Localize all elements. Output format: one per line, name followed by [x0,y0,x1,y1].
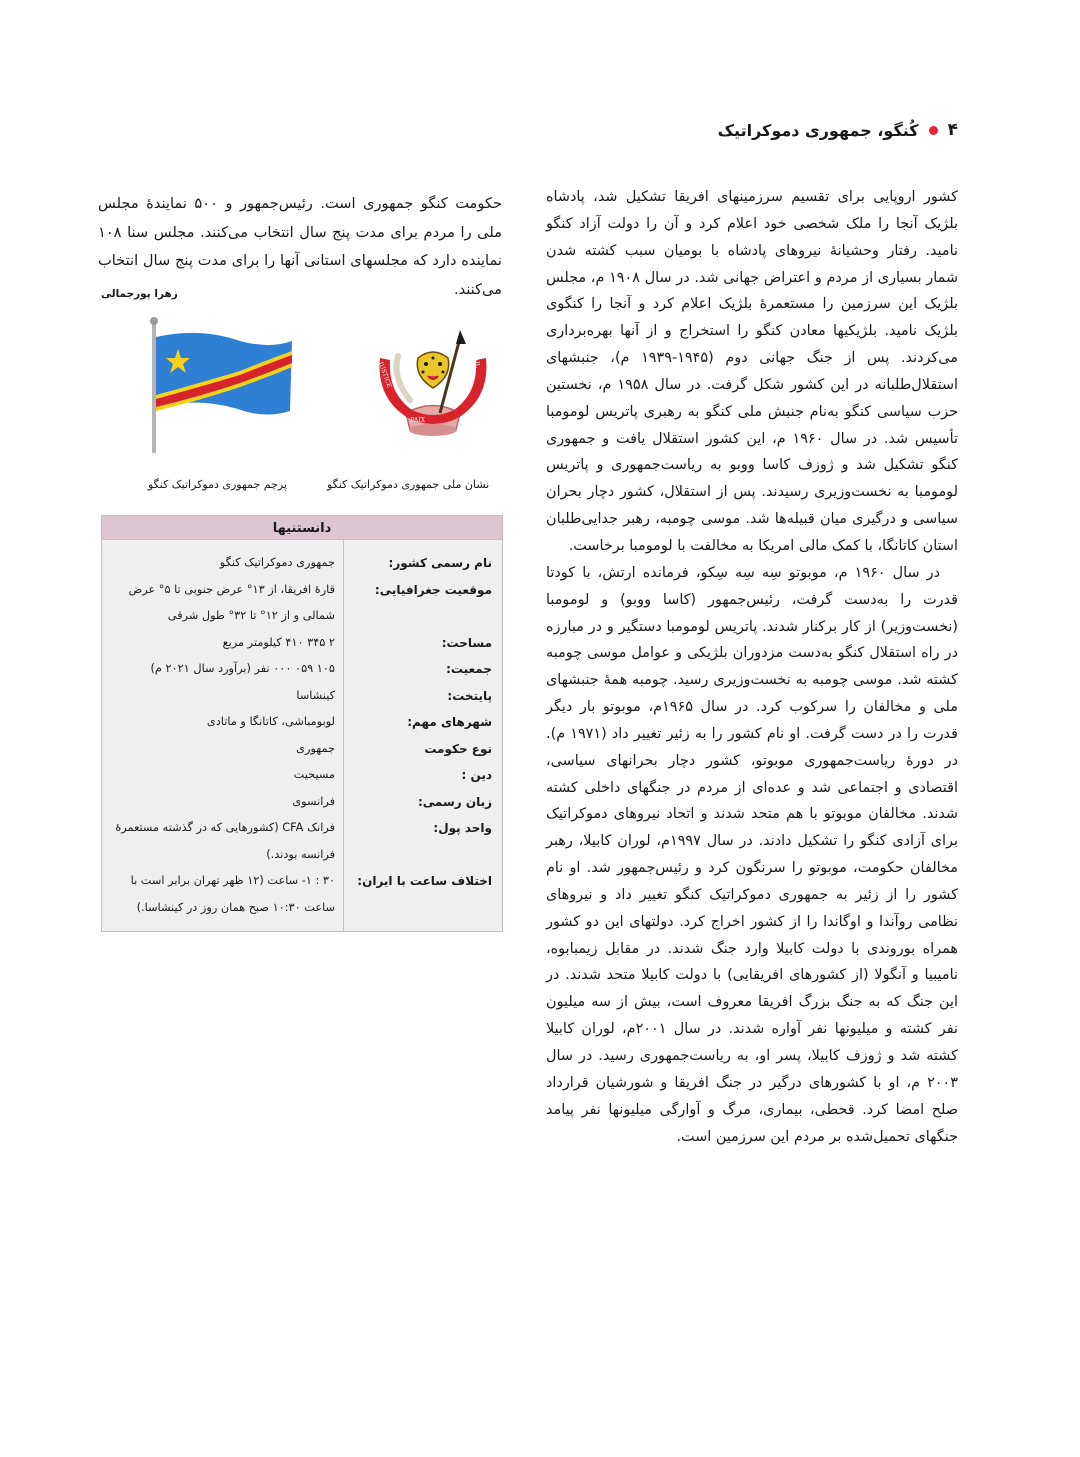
svg-text:TRAVAIL: TRAVAIL [469,340,481,369]
fact-value: فرانک CFA (کشورهایی که در گذشته مستعمرهٔ [115,821,335,834]
fact-key: پایتخت: [447,688,492,703]
facts-values-column [102,540,343,931]
fact-value: ۱۰۵ ۰۵۹ ۰۰۰ نفر (برآورد سال ۲۰۲۱ م) [150,662,335,675]
fact-key: نام رسمی کشور: [388,556,492,570]
government-paragraph: حکومت کنگو جمهوری است. رئیس‌جمهور و ۵۰۰ نمایندهٔ مجلس ملی را مردم برای مدت پنج سال انتخاب می‌کنند. مجلس سنا ۱۰۸ نماینده دارد که مجلسهای استانی آنها را برای مدت پنج سال انتخاب می‌کنند. [98,195,502,298]
fact-key [344,842,502,869]
fact-key: موقعیت جغرافیایی: [374,582,492,597]
fact-value: فرانسوی [292,794,335,808]
fact-key [344,603,502,630]
fact-key: نوع حکومت [424,741,492,756]
facts-keys-column [343,540,502,931]
fact-value: قارهٔ افریقا، از ۱۳° عرض جنوبی تا ۵° عرض [128,582,335,596]
fact-value: شمالی و از ۱۲° تا ۳۲° طول شرقی [167,609,335,622]
fact-value: ساعت ۱۰:۳۰ صبح همان روز در کینشاسا.) [136,900,335,914]
facts-body [102,540,502,931]
fact-key: اختلاف ساعت با ایران: [357,874,492,888]
main-article-text [546,184,958,1150]
fact-value: ۳۰ : ۱- ساعت (۱۲ ظهر تهران برابر است با [130,874,335,887]
fact-key: مساحت: [441,635,492,650]
facts-title: دانستنیها [102,516,502,540]
fact-value: مسیحیت [293,768,335,781]
fact-key [344,895,502,922]
emblem-caption: نشان ملی جمهوری دموکراتیک کنگو [327,478,490,491]
fact-value: جمهوری [296,741,335,755]
bullet-dot-icon [929,126,938,135]
fact-value: فرانسه بودند.) [266,847,335,861]
coat-of-arms-image [368,318,498,448]
page-header [718,120,958,140]
fact-value: کینشاسا [296,688,335,702]
coat-of-arms-icon [368,318,498,448]
facts-box [101,515,503,932]
svg-text:PAIX: PAIX [410,417,425,424]
fact-key: واحد پول: [433,821,492,835]
svg-text:JUSTICE: JUSTICE [376,360,393,389]
fact-value: جمهوری دموکراتیک کنگو [219,556,335,569]
article-paragraph-2: در سال ۱۹۶۰ م، موبوتو سِه سِه سِکو، فرمانده ارتش، با کودتا قدرت را به‌دست گرفت، رئیس‌جمهور (کاسا ووبو) و لومومبا (نخست‌وزیر) از کار برکنار شدند. پاتریس لومومبا دستگیر و در مبارزه در راه استقلال کنگو به‌دست مزدوران بلژیکی و عوامل موسی چومبه کشته شد. موسی چومبه به نخست‌وزیری رسید. چومبه همهٔ جنبشهای ملی و مخالفان را سرکوب کرد. در سال ۱۹۶۵م، موبوتو بار دیگر قدرت را در دست گرفت. او نام کشور را به زئیر تغییر داد (۱۹۷۱ م). در دورهٔ ریاست‌جمهوری موبوتو، کشور دچار بحرانهای سیاسی، اقتصادی و اجتماعی شد و عده‌ای از مردم در جنگهای داخلی کشته شدند. مخالفان موبوتو با هم متحد شدند و اتحاد نیروهای دموکراتیک برای آزادی کنگو را تشکیل دادند. در سال ۱۹۹۷م، لوران کابیلا، رهبر مخالفان حکومت، موبوتو را سرنگون کرد و رئیس‌جمهور شد. او نام کشور را از زئیر به جمهوری دموکراتیک کنگو تغییر داد و نیروهای نظامی روآندا و اوگاندا را از کشور اخراج کرد. دولتهای این دو کشور همراه بوروندی با دولت کابیلا وارد جنگ شدند. در مقابل زیمبابوه، نامیبیا و آنگولا (از کشورهای افریقایی) با دولت کابیلا متحد شدند. در این جنگ که به جنگ بزرگ افریقا معروف است، بیش از سه میلیون نفر کشته و میلیونها نفر آواره شدند. در سال ۲۰۰۱م، لوران کابیلا کشته شد و ژوزف کابیلا، پسر او، به ریاست‌جمهوری رسید. در سال ۲۰۰۳ م، او با کشورهای درگیر در جنگ افریقا و شورشیان قرارداد صلح امضا کرد. قحطی، بیماری، مرگ و آوارگی میلیونها نفر پیامد جنگهای تحمیل‌شده بر مردم این سرزمین است. [546,564,958,1145]
fact-key: دین : [461,768,492,782]
government-text [98,190,502,304]
entry-title: کُنگو، جمهوری دموکراتیک [717,120,919,140]
fact-key: شهرهای مهم: [407,715,492,729]
author-name: زهرا پورجمالی [101,288,178,300]
fact-value: لوبومباشی، کاتانگا و ماتادی [206,715,335,728]
flag-caption: پرچم جمهوری دموکراتیک کنگو [148,478,287,491]
article-paragraph-1: کشور اروپایی برای تقسیم سرزمینهای افریقا تشکیل شد، پادشاه بلژیک آنجا را ملک شخصی خود اعلام کرد و آن را دولت آزاد کنگو نامید. رفتار وحشیانهٔ نیروهای پادشاه با بومیان سبب کشته شدن شمار بسیاری از مردم و اعتراض جهانی شد. در سال ۱۹۰۸ م، مجلس بلژیک این سرزمین را مستعمرهٔ بلژیک اعلام کرد و آنجا را کنگوی بلژیک نامید. بلژیکیها معادن کنگو را استخراج و از آنها بهره‌برداری می‌کردند. پس از جنگ جهانی دوم (۱۹۴۵-۱۹۳۹ م)، جنبشهای استقلال‌طلبانه در این کشور شکل گرفت. در سال ۱۹۵۸ م، نخستین حزب سیاسی کنگو به‌نام جنبش ملی کنگو به رهبری پاتریس لومومبا تأسیس شد. در سال ۱۹۶۰ م، این کشور استقلال یافت و جمهوری کنگو تشکیل شد و ژوزف کاسا ووبو به ریاست‌جمهوری و پاتریس لومومبا به نخست‌وزیری رسیدند. پس از استقلال، کشور دچار بحران سیاسی و درگیری میان قبیله‌ها شد. موسی چومبه، رهبر جدایی‌طلبان استان کاتانگا، با کمک مالی امریکا به مخالفت با لومومبا برخاست. [546,189,958,554]
page-number: ۴ [947,120,958,140]
fact-key: جمعیت: [446,662,492,676]
flag-image [140,315,300,455]
fact-key: زبان رسمی: [417,794,492,809]
drc-flag-icon [140,315,300,455]
fact-value: ۲ ۳۴۵ ۴۱۰ کیلومتر مربع [222,635,335,649]
